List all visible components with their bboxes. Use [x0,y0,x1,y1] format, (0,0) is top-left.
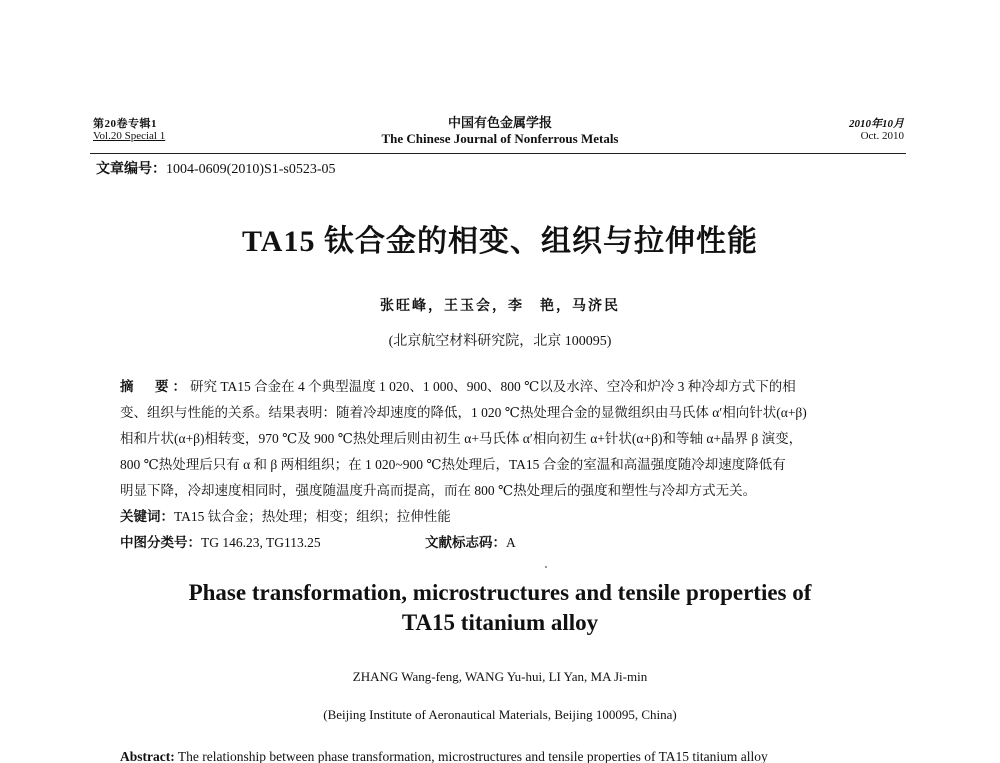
keywords-label: 关键词： [120,509,174,524]
document-code-label: 文献标志码： [425,535,506,550]
document-code-value: A [506,535,516,550]
journal-name-cn: 中国有色金属学报 [447,115,552,130]
title-en-line: Phase transformation, microstructures and tensile properties of [188,580,812,605]
keywords-value: TA15 钛合金；热处理；相变；组织；拉伸性能 [174,509,451,524]
classification-value: TG 146.23, TG113.25 [201,535,321,550]
volume-en: Vol.20 Special 1 [93,130,166,143]
header-rule [90,153,906,154]
abstract-cn-line: 相和片状(α+β)相转变，970 ℃及 900 ℃热处理后则由初生 α+马氏体 α′相向初生 α+针状(α+β)和等轴 α+晶界 β 演变， [120,431,803,446]
page-title-en [0,578,1000,638]
journal-name-en: The Chinese Journal of Nonferrous Metals [381,131,619,147]
abstract-cn-line: 800 ℃热处理后只有 α 和 β 两相组织；在 1 020~900 ℃热处理后，TA15 合金的室温和高温强度随冷却速度降低有 [120,457,786,472]
affiliation-cn: (北京航空材料研究院，北京 100095) [388,334,612,349]
article-number [96,158,336,178]
abstract-en [120,749,900,763]
volume-cn: 第20卷专辑1 [93,118,157,130]
authors-en: ZHANG Wang-feng, WANG Yu-hui, LI Yan, MA Ji-min [352,669,648,684]
title-en-line: TA15 titanium alloy [401,610,599,635]
keywords-cn [120,505,880,525]
abstract-cn-line: 摘 要：研究 TA15 合金在 4 个典型温度 1 020、1 000、900、800 ℃以及水淬、空冷和炉冷 3 种冷却方式下的相 [120,379,796,394]
date-cn: 2010年10月 [849,118,904,130]
journal-date [849,118,904,142]
authors-cn: 张旺峰，王玉会，李 艳，马济民 [380,299,620,314]
stray-dot [545,566,547,568]
abstract-cn [120,374,880,504]
document-code [425,531,516,551]
abstract-cn-line: 变、组织与性能的关系。结果表明：随着冷却速度的降低，1 020 ℃热处理合金的显微组织由马氏体 α′相向针状(α+β) [120,405,807,420]
abstract-en-text: The relationship between phase transformation, microstructures and tensile properties of TA15 titanium alloy [177,749,768,763]
classification-cn [120,531,880,551]
article-number-value: 1004-0609(2010)S1-s0523-05 [166,162,336,177]
abstract-en-label: Abstract: [120,749,175,763]
article-number-label: 文章编号： [96,161,166,177]
date-en: Oct. 2010 [860,130,904,143]
abstract-cn-line: 明显下降，冷却速度相同时，强度随温度升高而提高，而在 800 ℃热处理后的强度和塑性与冷却方式无关。 [120,483,757,498]
abstract-cn-label: 摘 要： [120,379,190,394]
page-title-cn: TA15 钛合金的相变、组织与拉伸性能 [242,225,758,258]
affiliation-en: (Beijing Institute of Aeronautical Materials, Beijing 100095, China) [323,707,677,722]
classification-label: 中图分类号： [120,535,201,550]
